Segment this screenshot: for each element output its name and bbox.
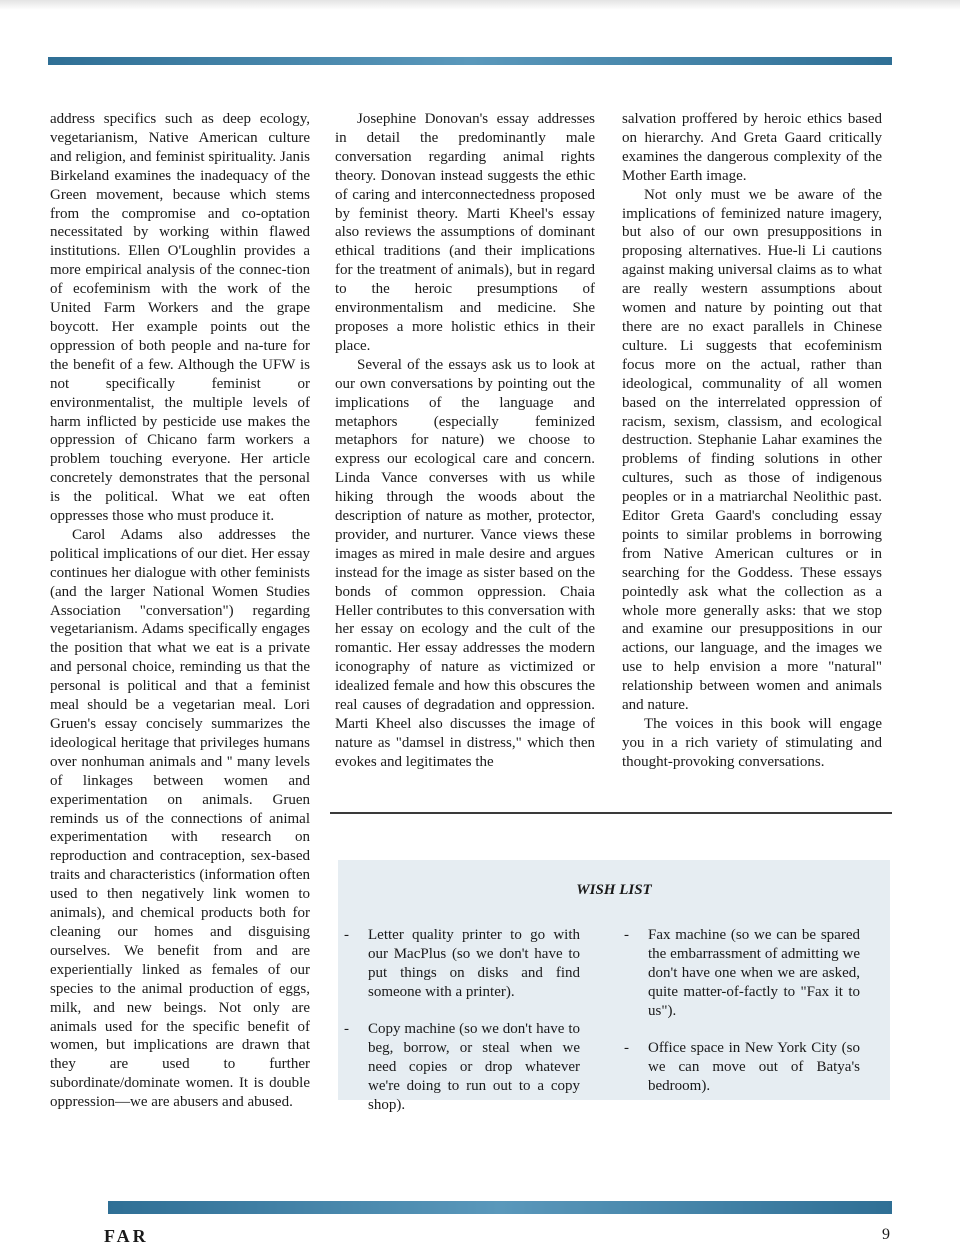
wish-list-item [344,1020,580,1115]
wish-list-right-column [624,926,860,1114]
header-rule [48,57,892,65]
paragraph: The voices in this book will engage you in a rich variety of stimulating and thought-provoking conversations. [622,716,882,770]
wish-list-item [624,1039,860,1096]
page-number: 9 [882,1226,890,1243]
wish-item-text: Copy machine (so we don't have to beg, borrow, or steal when we need copies or drop whatever we're doing to run out to a copy shop). [368,1021,580,1113]
wish-item-text: Letter quality printer to go with our MacPlus (so we don't have to put things on disks and find someone with a printer). [368,927,580,1000]
scan-top-edge [0,0,960,10]
paragraph: Josephine Donovan's essay addresses in detail the predominantly male conversation regarding animal rights theory. Donovan instead suggests the ethic of caring and interconnectedness proposed by feminist theory. Marti Kheel's essay also reviews the assumptions of dominant ethical traditions (and their implications for the treatment of animals), but in regard to the heroic presumptions of environmentalism and medicine. She proposes a more holistic ethics in their place. [335,111,595,354]
wish-list-item [344,926,580,1002]
list-dash: - [344,927,349,943]
paragraph: Not only must we be aware of the implications of feminized nature imagery, but also of our own presuppositions in proposing alternatives. Hue-li Li cautions against making universal claims as to what are really western assumptions about women and nature by pointing out that there are no exact parallels in Chinese culture. Li suggests that ecofeminism focus more on the actual, rather than ideological, communality of all women based on the interrelated oppression of racism, sexism, classism, and ecological destruction. Stephanie Lahar examines the problems of finding solutions in other cultures, such as those of indigenous peoples or in a matriarchal Neolithic past. Editor Greta Gaard's concluding essay points to similar problems in borrowing from Native American cultures or in searching for the Goddess. These essays pointedly ask what the collection as a whole more generally asks: that we stop and examine our presuppositions in our actions, our language, and the images we use to help envision a more "natural" relationship between women and animals and nature. [622,186,882,714]
paragraph: Several of the essays ask us to look at our own conversations by pointing out the implications of the language and metaphors (especially feminized metaphors for nature) we choose to express our ecological care and concern. Linda Vance converses with us while hiking through the woods about the description of nature as mother, protector, provider, and nurturer. Vance views these images as mired in male desire and argues instead for the image as sister based on the bonds of common oppression. Chaia Heller contributes to this conversation with her essay on ecology and the cult of the romantic. Her essay addresses the modern iconography of nature as victimized or idealized female and how this obscures the real causes of degradation and oppression. Marti Kheel also discusses the image of nature as "damsel in distress," which then evokes and legitimates the [335,356,595,770]
section-divider [330,812,892,814]
wish-list-left-column [344,926,580,1133]
wish-list-item [624,926,860,1021]
text-column-3 [622,110,882,772]
wish-list-title: WISH LIST [576,882,652,898]
footer-rule [108,1201,892,1214]
text-column-2 [335,110,595,772]
list-dash: - [624,1040,629,1056]
wish-item-text: Fax machine (so we can be spared the embarrassment of admitting we don't have one when we are asked, quite matter-of-factly to "Fax it to us"). [648,927,860,1019]
wish-list-box [338,860,890,1113]
paragraph: salvation proffered by heroic ethics based on hierarchy. And Greta Gaard critically examines the dangerous complexity of the Mother Earth image. [622,111,882,184]
paragraph: address specifics such as deep ecology, vegetarianism, Native American culture and religion, and feminist spirituality. Janis Birkeland examines the inadequacy of the Green movement, because which stems from the compromise and co-optation necessitated by working within flawed institutions. Ellen O'Loughlin provides a more empirical analysis of the connec-tion of ecofeminism with the work of the United Farm Workers and the grape boycott. Her example points out the oppression of both people and na-ture for the benefit of a few. Although the UFW is not specifically feminist or environmentalist, the multiple levels of harm inflicted by pesticide use makes the oppression of Chicano farm workers a problem touching everyone. Her article concretely demonstrates that the personal is the political. What we eat often oppresses those who must produce it. [50,111,310,525]
text-column-1 [50,110,310,1112]
paragraph: Carol Adams also addresses the political implications of our diet. Her essay continues her dialogue with other feminists (and the larger National Women Studies Association "conversation") regarding vegetarianism. Adams specifically engages the position that what we eat is a private and personal choice, reminding us that the personal is political and that a feminist meal should be a vegetarian meal. Lori Gruen's essay concisely summarizes the ideological heritage that privileges humans over nonhuman animals and '' many levels of linkages between women and experimentation on animals. Gruen reminds us of the connections of animal experimentation with research on reproduction and contraception, sex-based traits and characteristics (information often used to then negatively link women to animals), and chemical products both for cleaning our homes and disguising ourselves. We benefit from and are experientially linked as females of our species to the animal production of eggs, milk, and new beings. Not only are animals used for the specific benefit of women, but implications are drawn that they are used to further subordinate/dominate women. It is double oppression—we are abusers and abused. [50,526,310,1111]
wish-item-text: Office space in New York City (so we can move out of Batya's bedroom). [648,1040,860,1094]
magazine-name: FAR [104,1226,149,1246]
list-dash: - [624,927,629,943]
list-dash: - [344,1021,349,1037]
